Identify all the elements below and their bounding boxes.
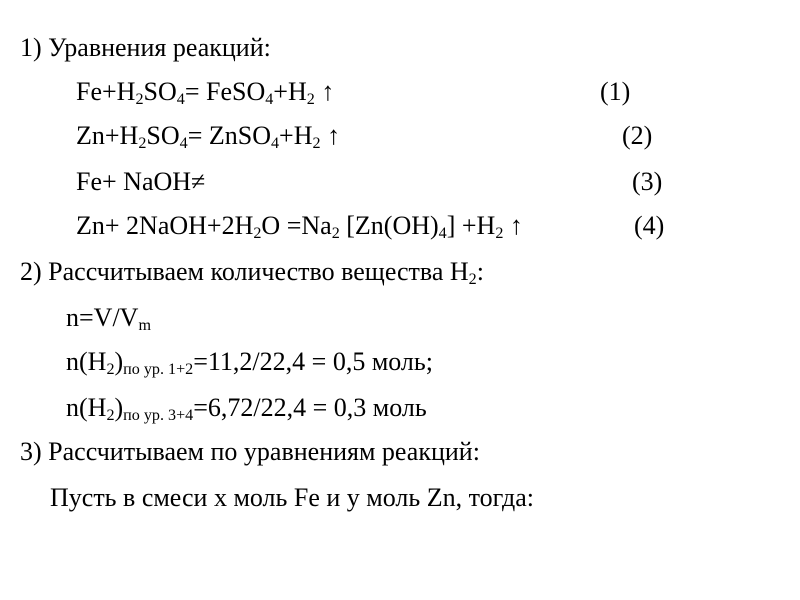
formula-n: $n=V/V_m$ [66, 303, 151, 335]
reaction-4: $Zn+ 2NaOH+2H_2O =Na_2$ $[Zn(OH)_4] +H_2$ ↑ [76, 211, 523, 243]
reaction-2: $Zn+H_2SO_4=$ $ZnSO_4+H_2$ ↑ [76, 121, 341, 153]
reaction-1-number: (1) [600, 77, 631, 106]
section3-heading: 3) Рассчитываем по уравнениям реакций: [20, 437, 480, 466]
section2-heading: 2) Рассчитываем количество вещества $H_2$: [20, 257, 484, 289]
reaction-1: $Fe+H_2SO_4=$ $FeSO_4+H_2$ ↑ [76, 77, 335, 109]
calc-line-1: $n(H_2)_{по ур. 1+2}=11,2/22,4 = 0,5$ моль; [66, 347, 433, 379]
section1-heading: 1) Уравнения реакций: [20, 33, 271, 62]
section3-text: Пусть в смеси х моль Fe и у моль Zn, тогда: [50, 483, 535, 512]
calc-line-2: $n(H_2)_{по ур. 3+4}=6,72/22,4 = 0,3$ моль [66, 393, 427, 425]
reaction-3-number: (3) [632, 167, 663, 196]
reaction-2-number: (2) [622, 121, 653, 150]
reaction-4-number: (4) [634, 211, 665, 240]
reaction-3: Fe+ NaOH≠ [76, 167, 206, 196]
